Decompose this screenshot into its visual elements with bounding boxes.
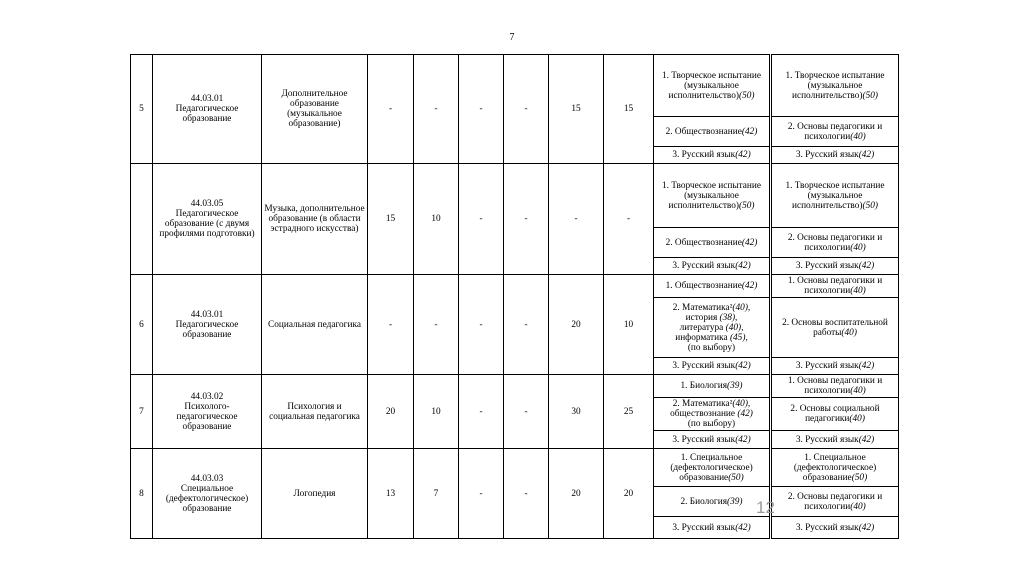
exam-cell-alternative (771, 398, 899, 431)
exam-cell-primary (654, 164, 771, 228)
program-name: Педагогическое образование (175, 104, 239, 124)
exam-option-sep: , (735, 312, 738, 323)
exam-cell-alternative (771, 275, 899, 298)
exam-option: (по выбору) (687, 419, 736, 429)
admission-table (130, 54, 899, 539)
exam-option-score: (38) (719, 312, 736, 323)
exam-cell-primary (654, 431, 771, 449)
exam-cell-alternative (771, 298, 899, 358)
slide-number: 12 (756, 498, 775, 517)
exam-cell-alternative (771, 117, 899, 147)
exam-text: 2. Основы педагогики и психологии (787, 491, 883, 512)
program-profile: Дополнительное образование (музыкальное образование) (262, 55, 368, 164)
program-direction (153, 275, 262, 375)
exam-text: 1. Творческое испытание (музыкальное исполнительство) (785, 180, 885, 211)
row-number: 8 (131, 449, 153, 539)
program-direction (153, 164, 262, 275)
quota-cell: - (604, 164, 654, 275)
table-row (131, 275, 899, 298)
exam-score: (50) (728, 472, 744, 483)
exam-option-score: (42) (737, 409, 753, 419)
exam-cell-alternative (771, 164, 899, 228)
row-number (131, 164, 153, 275)
exam-score: (42) (741, 281, 758, 291)
program-direction (153, 55, 262, 164)
exam-cell-primary (654, 275, 771, 298)
exam-text: 2. Основы социальной педагогики (790, 404, 880, 424)
quota-cell: - (459, 275, 504, 375)
exam-text: 2. Основы воспитательной работы (782, 317, 888, 338)
exam-score: (40) (850, 242, 866, 253)
exam-score: (42) (735, 434, 751, 445)
exam-score: (39) (727, 381, 743, 391)
page-number: 7 (509, 32, 515, 43)
row-number: 7 (131, 375, 153, 449)
exam-score: (42) (741, 237, 758, 248)
quota-cell: 25 (604, 375, 654, 449)
exam-cell-primary (654, 449, 771, 487)
exam-text: 2. Основы педагогики и психологии (787, 121, 883, 142)
row-number: 5 (131, 55, 153, 164)
program-profile: Психология и социальная педагогика (262, 375, 368, 449)
quota-cell: - (414, 275, 459, 375)
exam-text: 2. Обществознание (665, 237, 742, 248)
exam-score: (42) (858, 522, 875, 533)
quota-cell: 13 (368, 449, 414, 539)
quota-cell: 20 (604, 449, 654, 539)
exam-text: 1. Обществознание (665, 281, 742, 291)
exam-score: (50) (739, 200, 755, 211)
exam-cell-primary (654, 487, 771, 517)
exam-score: (40) (849, 414, 865, 424)
quota-cell: 20 (549, 449, 604, 539)
quota-cell: - (459, 164, 504, 275)
quota-cell: - (549, 164, 604, 275)
exam-score: (40) (850, 286, 866, 296)
exam-cell-primary: 2. Математика²(40), обществознание (42) (по выбору) (654, 398, 771, 431)
exam-cell-primary (654, 147, 771, 164)
exam-text: 3. Русский язык (672, 361, 736, 371)
program-direction (153, 375, 262, 449)
program-profile: Логопедия (262, 449, 368, 539)
program-name: Психолого-педагогическое образование (176, 401, 238, 432)
exam-score: (40) (850, 386, 866, 396)
exam-score: (40) (850, 131, 866, 142)
exam-text: 3. Русский язык (672, 522, 736, 533)
program-profile: Музыка, дополнительное образование (в области эстрадного искусства) (262, 164, 368, 275)
exam-text: 1. Творческое испытание (музыкальное исполнительство) (661, 180, 762, 211)
quota-cell: - (504, 449, 549, 539)
exam-score: (42) (858, 261, 875, 271)
exam-cell-alternative (771, 487, 899, 517)
exam-option: история (685, 312, 718, 323)
table-row (131, 164, 899, 228)
exam-text: 1. Творческое испытание (музыкальное исполнительство) (661, 70, 762, 101)
exam-cell-alternative (771, 517, 899, 539)
exam-text: 1. Специальное (дефектологическое) образование (670, 452, 753, 483)
quota-cell: 15 (549, 55, 604, 164)
exam-cell-alternative (771, 375, 899, 398)
exam-score: (42) (858, 150, 875, 160)
program-code: 44.03.01 (190, 94, 224, 104)
program-code: 44.03.02 (190, 391, 224, 402)
exam-score: (50) (851, 472, 868, 483)
quota-cell: 10 (414, 164, 459, 275)
quota-cell: - (414, 55, 459, 164)
exam-text: 2. Обществознание (665, 126, 742, 137)
exam-cell-primary (654, 358, 771, 375)
exam-score: (42) (858, 434, 875, 445)
quota-cell: - (504, 55, 549, 164)
program-name: Педагогическое образование (с двумя профилями подготовки) (159, 209, 255, 239)
exam-cell-primary (654, 228, 771, 258)
program-name: Педагогическое образование (175, 319, 239, 340)
quota-cell: 15 (368, 164, 414, 275)
exam-cell-alternative (771, 258, 899, 275)
quota-cell: - (459, 55, 504, 164)
exam-cell-alternative (771, 358, 899, 375)
exam-text: 1. Творческое испытание (музыкальное исполнительство) (785, 70, 885, 101)
quota-cell: 20 (549, 275, 604, 375)
exam-score: (42) (735, 261, 751, 271)
exam-option: литература (679, 322, 724, 333)
exam-cell-primary (654, 517, 771, 539)
exam-cell-alternative (771, 147, 899, 164)
program-code: 44.03.01 (190, 309, 224, 320)
exam-cell-primary (654, 117, 771, 147)
exam-text: 1. Основы педагогики и психологии (787, 376, 883, 396)
program-code: 44.03.05 (190, 199, 224, 209)
quota-cell: 10 (604, 275, 654, 375)
quota-cell: - (459, 375, 504, 449)
exam-cell-alternative (771, 449, 899, 487)
exam-text: 3. Русский язык (795, 434, 859, 445)
exam-score: (40) (732, 399, 748, 409)
exam-cell-alternative (771, 431, 899, 449)
quota-cell: - (368, 275, 414, 375)
exam-score: (42) (735, 361, 751, 371)
exam-text: 3. Русский язык (672, 150, 736, 160)
program-direction (153, 449, 262, 539)
row-number: 6 (131, 275, 153, 375)
table-row (131, 55, 899, 117)
exam-cell-primary (654, 55, 771, 117)
exam-text: 3. Русский язык (795, 150, 859, 160)
table-body (131, 55, 899, 539)
exam-score: (40) (850, 501, 866, 512)
exam-option-score: (45) (729, 332, 746, 343)
exam-text: 3. Русский язык (795, 522, 859, 533)
exam-cell-alternative (771, 55, 899, 117)
exam-text: 3. Русский язык (672, 261, 736, 271)
exam-score: (50) (739, 90, 755, 101)
program-profile: Социальная педагогика (262, 275, 368, 375)
quota-cell: 30 (549, 375, 604, 449)
exam-text: 2. Математика² (672, 399, 733, 409)
exam-score: (42) (735, 522, 751, 533)
exam-text: 3. Русский язык (795, 261, 859, 271)
program-code: 44.03.03 (190, 473, 224, 484)
exam-score: (42) (735, 150, 751, 160)
exam-text: 1. Специальное (дефектологическое) образование (793, 452, 877, 483)
exam-text: 2. Математика² (672, 302, 733, 313)
exam-score: (42) (741, 126, 758, 137)
exam-option: информатика (675, 332, 728, 343)
quota-cell: 10 (414, 375, 459, 449)
quota-cell: 20 (368, 375, 414, 449)
exam-text: 2. Биология (680, 496, 727, 507)
exam-text: 1. Основы педагогики и психологии (787, 276, 883, 296)
quota-cell: - (504, 275, 549, 375)
exam-text: 2. Основы педагогики и психологии (787, 232, 883, 253)
program-name: Специальное (дефектологическое) образование (165, 483, 249, 514)
exam-score: (40) (732, 302, 748, 313)
exam-option-sep: , (745, 332, 748, 343)
exam-text: 3. Русский язык (672, 434, 736, 445)
exam-option-score: (40) (725, 322, 742, 333)
table-row (131, 375, 899, 398)
exam-option: (по выбору) (687, 342, 736, 353)
quota-cell: - (368, 55, 414, 164)
exam-text: 3. Русский язык (795, 361, 859, 371)
quota-cell: 15 (604, 55, 654, 164)
exam-score: (50) (862, 200, 879, 211)
exam-cell-primary (654, 258, 771, 275)
exam-score: (40) (841, 327, 857, 338)
exam-cell-primary (654, 375, 771, 398)
quota-cell: 7 (414, 449, 459, 539)
exam-score: (39) (727, 496, 743, 507)
quota-cell: - (504, 375, 549, 449)
table-row (131, 449, 899, 487)
exam-text: 1. Биология (680, 381, 727, 391)
exam-option: обществознание (670, 409, 736, 419)
quota-cell: - (504, 164, 549, 275)
exam-cell-alternative (771, 228, 899, 258)
exam-cell-primary: 2. Математика²(40), история (38), литература (40), информатика (45), (по выбору) (654, 298, 771, 358)
exam-score: (50) (862, 90, 879, 101)
exam-score: (42) (858, 361, 875, 371)
quota-cell: - (459, 449, 504, 539)
exam-option-sep: , (741, 322, 744, 333)
